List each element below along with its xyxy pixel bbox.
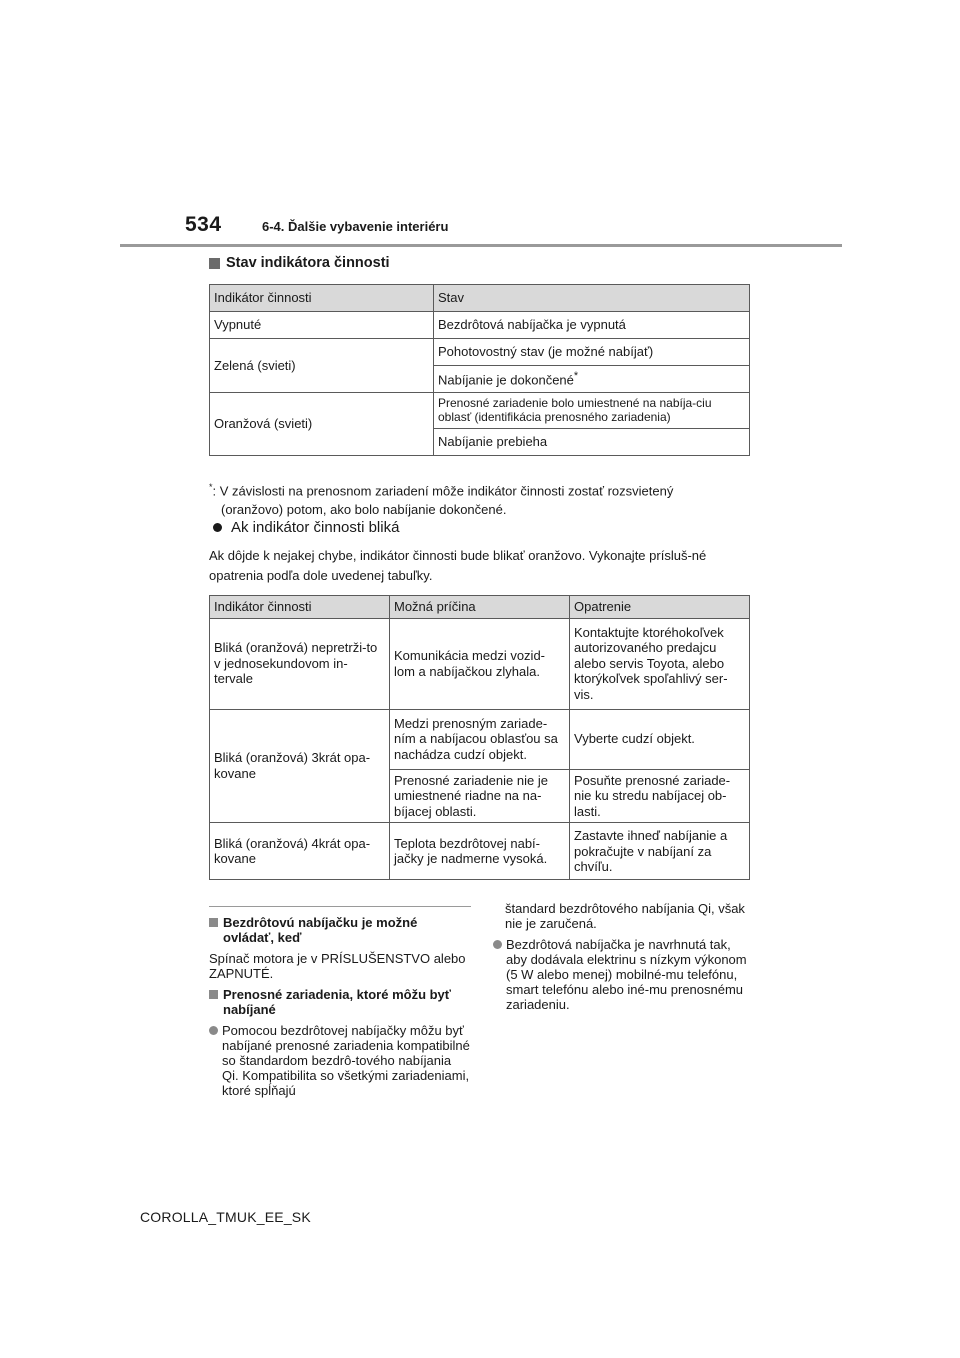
cell-indicator: Vypnuté (210, 312, 434, 339)
subsection-heading-blinking (209, 519, 399, 536)
notes-right-column (493, 901, 755, 1016)
cell-cause: Komunikácia medzi vozid-lom a nabíjačkou zlyhala. (390, 618, 570, 709)
cell-cause: Teplota bezdrôtovej nabí-jačky je nadmerne vysoká. (390, 823, 570, 880)
table-row (210, 312, 750, 339)
cell-state: Pohotovostný stav (je možné nabíjať) (434, 339, 750, 366)
cell-cause: Medzi prenosným zariade-ním a nabíjacou oblasťou sa nachádza cudzí objekt. (390, 709, 570, 769)
cell-indicator: Bliká (oranžová) nepretrži-to v jednosekundovom in-tervale (210, 618, 390, 709)
table-row (210, 823, 750, 880)
footnote-line (209, 478, 754, 500)
cell-state: Bezdrôtová nabíjačka je vypnutá (434, 312, 750, 339)
cell-indicator: Bliká (oranžová) 3krát opa-kovane (210, 709, 390, 823)
cell-state: Prenosné zariadenie bolo umiestnené na nabíja-ciu oblasť (identifikácia prenosného zariadenia) (434, 393, 750, 429)
table-header-row (210, 596, 750, 619)
note-heading (209, 987, 471, 1017)
note-bullet-text: Pomocou bezdrôtovej nabíjačky môžu byť nabíjané prenosné zariadenia kompatibilné so štandardom bezdrô-tového nabíjania Qi. Kompatibilita so všetkými zariadeniami, ktoré spĺňajú (222, 1023, 470, 1098)
table-row (210, 393, 750, 429)
round-bullet-icon (209, 1026, 218, 1035)
note-text: Spínač motora je v PRÍSLUŠENSTVO alebo ZAPNUTÉ. (209, 951, 466, 981)
note-text-continued: štandard bezdrôtového nabíjania Qi, však nie je zaručená. (505, 901, 745, 931)
note-bullet (493, 937, 755, 1012)
square-bullet-icon (209, 258, 220, 269)
cell-indicator: Bliká (oranžová) 4krát opa-kovane (210, 823, 390, 880)
round-bullet-icon (213, 523, 222, 532)
col-header-action: Opatrenie (570, 596, 750, 619)
col-header-indicator: Indikátor činnosti (210, 596, 390, 619)
table-row (210, 618, 750, 709)
note-bullet-text: Bezdrôtová nabíjačka je navrhnutá tak, aby dodávala elektrinu s nízkym výkonom (5 W alebo menej) mobilné-mu telefónu, smart telefónu alebo iné-mu prenosnému zariadeniu. (506, 937, 747, 1012)
footnote-mark: * (209, 482, 213, 492)
note-heading-text: Prenosné zariadenia, ktoré môžu byť nabíjané (223, 987, 452, 1017)
status-table (209, 284, 750, 456)
round-bullet-icon (493, 940, 502, 949)
cell-state (434, 366, 750, 393)
cell-action: Vyberte cudzí objekt. (570, 709, 750, 769)
footnote-ref: * (573, 370, 579, 383)
note-heading (209, 915, 471, 945)
cell-action: Zastavte ihneď nabíjanie a pokračujte v nabíjaní za chvíľu. (570, 823, 750, 880)
cell-action: Posuňte prenosné zariade-nie ku stredu nabíjacej ob-lasti. (570, 769, 750, 823)
cell-state: Nabíjanie prebieha (434, 428, 750, 455)
section-heading-text: Stav indikátora činnosti (226, 255, 390, 271)
square-bullet-icon (209, 990, 218, 999)
notes-rule (209, 906, 471, 907)
col-header-cause: Možná príčina (390, 596, 570, 619)
table-header-row (210, 285, 750, 312)
page-number: 534 (185, 213, 222, 236)
cell-indicator: Zelená (svieti) (210, 339, 434, 393)
footnote-text: : V závislosti na prenosnom zariadení môže indikátor činnosti zostať rozsvietený (212, 483, 674, 499)
footnote-line: (oranžovo) potom, ako bolo nabíjanie dokončené. (221, 502, 507, 518)
header-rule (120, 244, 842, 247)
footnote (209, 478, 754, 519)
note-heading-text: Bezdrôtovú nabíjačku je možné ovládať, keď (223, 915, 418, 945)
notes-left-column (209, 906, 471, 1102)
subsection-heading-text: Ak indikátor činnosti bliká (231, 519, 400, 536)
table-row (210, 709, 750, 769)
col-header-state: Stav (434, 285, 750, 312)
intro-paragraph: Ak dôjde k nejakej chybe, indikátor činnosti bude blikať oranžovo. Vykonajte prísluš-né opatrenia podľa dole uvedenej tabuľky. (209, 548, 707, 583)
note-bullet (209, 1023, 471, 1098)
section-heading-status (209, 255, 390, 271)
chapter-title: 6-4. Ďalšie vybavenie interiéru (262, 219, 449, 234)
cell-cause: Prenosné zariadenie nie je umiestnené riadne na na-bíjacej oblasti. (390, 769, 570, 823)
cell-state-text: Nabíjanie je dokončené (438, 372, 574, 388)
square-bullet-icon (209, 918, 218, 927)
cell-action: Kontaktujte ktoréhokoľvek autorizovaného predajcu alebo servis Toyota, alebo ktorýkoľvek spoľahlivý ser-vis. (570, 618, 750, 709)
troubleshooting-table (209, 595, 750, 880)
footer-code: COROLLA_TMUK_EE_SK (140, 1209, 311, 1225)
cell-indicator: Oranžová (svieti) (210, 393, 434, 456)
col-header-indicator: Indikátor činnosti (210, 285, 434, 312)
table-row (210, 339, 750, 366)
